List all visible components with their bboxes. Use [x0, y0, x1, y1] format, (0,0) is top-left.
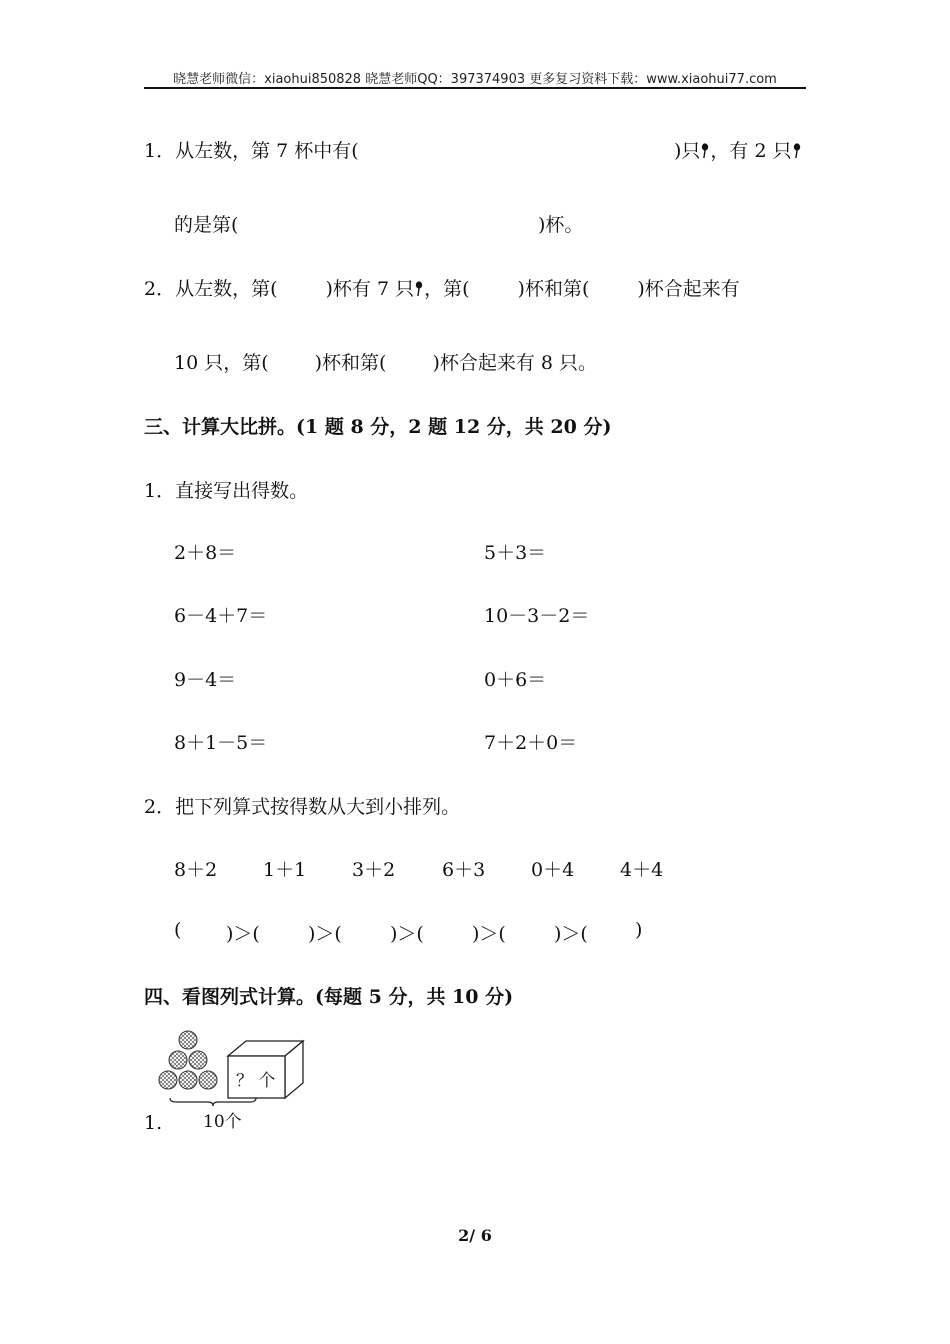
header-divider — [144, 87, 806, 89]
spoon-icon — [792, 143, 802, 159]
equation-2-left: 6－4＋7＝ — [174, 605, 268, 627]
order-paren: )＞( — [308, 923, 342, 945]
q2-part-a: 2．从左数，第( — [144, 278, 278, 300]
order-paren: )＞( — [554, 923, 588, 945]
expression-item: 0＋4 — [531, 859, 575, 881]
section4-title: 四、看图列式计算。(每题 5 分，共 10 分) — [144, 986, 514, 1008]
q1-line2-end: )杯。 — [538, 214, 584, 236]
equation-4-right: 7＋2＋0＝ — [484, 732, 578, 754]
order-paren: ) — [635, 919, 643, 941]
spoon-icon — [700, 143, 710, 159]
q2-line1 — [144, 274, 740, 301]
total-label: 10个 — [203, 1112, 242, 1132]
q1-line1-end — [674, 136, 802, 163]
expression-item: 6＋3 — [442, 859, 486, 881]
q2-part-e: )杯合起来有 — [637, 278, 740, 300]
order-paren: )＞( — [226, 923, 260, 945]
equation-3-left: 9－4＝ — [174, 669, 237, 691]
page-number: 2/ 6 — [458, 1226, 492, 1245]
section3-q2-title: 2．把下列算式按得数从大到小排列。 — [144, 796, 461, 818]
order-paren: ( — [174, 919, 182, 941]
q2-line2 — [174, 348, 597, 375]
q2-part-d: )杯和第( — [517, 278, 590, 300]
order-paren: )＞( — [390, 923, 424, 945]
expression-item: 1＋1 — [263, 859, 307, 881]
spoon-icon — [414, 281, 424, 297]
q1-unit: )只 — [674, 140, 701, 162]
section3-q1-title: 1．直接写出得数。 — [144, 480, 309, 502]
q1-line1-start: 1．从左数，第 7 杯中有( — [144, 140, 359, 162]
equation-4-left: 8＋1－5＝ — [174, 732, 268, 754]
page-header: 晓慧老师微信：xiaohui850828 晓慧老师QQ：397374903 更多复习资料下载：www.xiaohui77.com — [173, 72, 777, 87]
equation-1-left: 2＋8＝ — [174, 542, 237, 564]
yarn-ball-icon — [159, 1031, 217, 1089]
q2-line2-a: 10 只，第( — [174, 352, 269, 374]
equation-3-right: 0＋6＝ — [484, 669, 547, 691]
q2-part-c: ，第( — [424, 278, 470, 300]
section3-title: 三、计算大比拼。(1 题 8 分，2 题 12 分，共 20 分) — [144, 416, 612, 438]
section4-q1-number: 1. — [144, 1112, 163, 1134]
q2-part-b: )杯有 7 只 — [325, 278, 415, 300]
order-paren: )＞( — [472, 923, 506, 945]
equation-2-right: 10－3－2＝ — [484, 605, 590, 627]
q1-has-two: ，有 2 只 — [710, 140, 792, 162]
expression-item: 4＋4 — [620, 859, 664, 881]
box-label: ？ 个 — [236, 1071, 276, 1091]
expression-item: 3＋2 — [352, 859, 396, 881]
q2-line2-b: )杯和第( — [314, 352, 387, 374]
q1-line2-start: 的是第( — [174, 214, 239, 236]
equation-1-right: 5＋3＝ — [484, 542, 547, 564]
expression-item: 8＋2 — [174, 859, 218, 881]
q2-line2-c: )杯合起来有 8 只。 — [432, 352, 598, 374]
